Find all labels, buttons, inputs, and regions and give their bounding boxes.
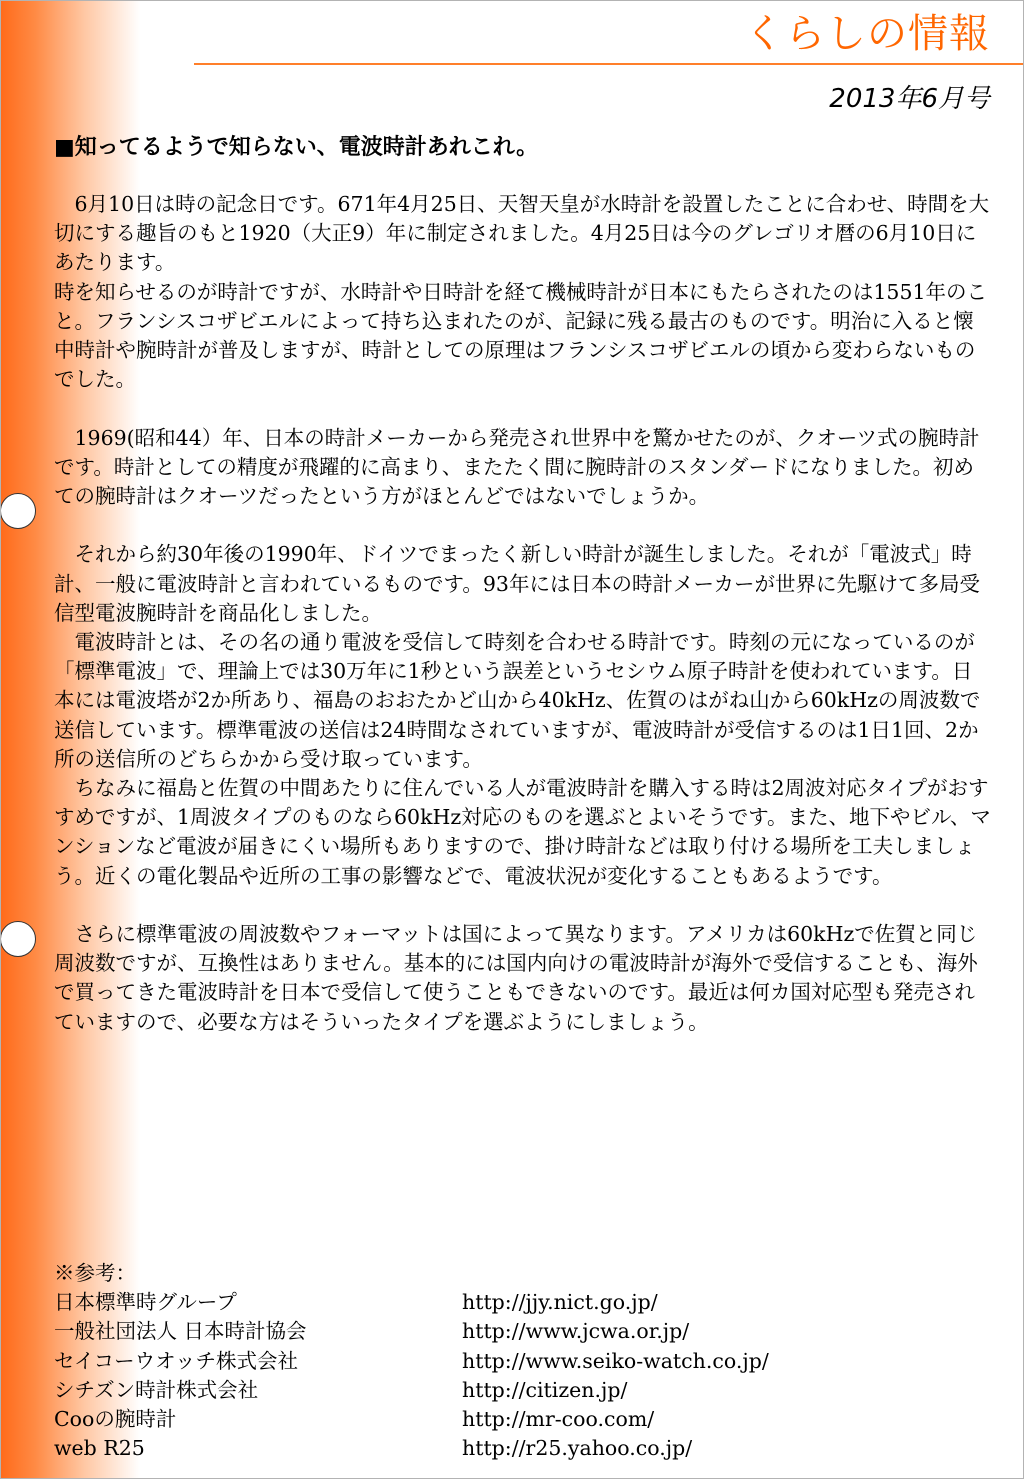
reference-item — [54, 1317, 992, 1346]
paragraph: それから約30年後の1990年、ドイツでまったく新しい時計が誕生しました。それが「電波式」時計、一般に電波時計と言われているものです。93年には日本の時計メーカーが世界に先駆けて多局受信型電波腕時計を商品化しました。 — [54, 542, 981, 625]
references-heading: ※参考： — [54, 1261, 136, 1285]
reference-item — [54, 1434, 992, 1463]
punch-hole-top — [0, 493, 36, 529]
paragraph: ちなみに福島と佐賀の中間あたりに住んでいる人が電波時計を購入する時は2周波対応タイプがおすすめですが、1周波タイプのものなら60kHz対応のものを選ぶとよいそうです。また、地下やビル、マンションなど電波が届きにくい場所もありますので、掛け時計などは取り付ける場所を工夫しましょう。近くの電化製品や近所の工事の影響などで、電波状況が変化することもあるようです。 — [54, 776, 991, 888]
reference-name: シチズン時計株式会社 — [54, 1377, 259, 1402]
reference-item — [54, 1288, 992, 1317]
article-body — [54, 190, 992, 1037]
paragraph: 時を知らせるのが時計ですが、水時計や日時計を経て機械時計が日本にもたらされたのは1551年のこと。フランシスコザビエルによって持ち込まれたのが、記録に残る最古のものです。明治に入ると懐中時計や腕時計が普及しますが、時計としての原理はフランシスコザビエルの頃から変わらないものでした。 — [54, 279, 988, 392]
paragraph: 6月10日は時の記念日です。671年4月25日、天智天皇が水時計を設置したことに合わせ、時間を大切にする趣旨のもと1920（大正9）年に制定されました。4月25日は今のグレゴリオ暦の6月10日にあたります。 — [54, 192, 990, 275]
paragraph: 電波時計とは、その名の通り電波を受信して時刻を合わせる時計です。時刻の元になっているのが「標準電波」で、理論上では30万年に1秒という誤差というセシウム原子時計を使われています。日本には電波塔が2か所あり、福島のおおたかど山から40kHz、佐賀のはがね山から60kHzの周波数で送信しています。標準電波の送信は24時間なされていますが、電波時計が受信するのは1日1回、2か所の送信所のどちらかから受け取っています。 — [54, 630, 981, 771]
paragraph-spacer — [54, 511, 992, 540]
reference-url[interactable]: http://mr-coo.com/ — [462, 1407, 655, 1432]
reference-name: 一般社団法人 日本時計協会 — [54, 1319, 307, 1344]
reference-name: 日本標準時グループ — [54, 1290, 237, 1315]
reference-name: web R25 — [54, 1436, 145, 1461]
header-divider — [194, 63, 1024, 65]
punch-hole-bottom — [0, 921, 36, 957]
reference-item — [54, 1376, 992, 1405]
reference-url[interactable]: http://www.seiko-watch.co.jp/ — [462, 1348, 769, 1373]
reference-item — [54, 1405, 992, 1434]
reference-name: Cooの腕時計 — [54, 1407, 177, 1432]
article-title: ■知ってるようで知らない、電波時計あれこれ。 — [54, 135, 539, 160]
references — [54, 1259, 992, 1463]
paragraph-spacer — [54, 394, 992, 423]
paragraph: 1969(昭和44）年、日本の時計メーカーから発売され世界中を驚かせたのが、クオーツ式の腕時計です。時計としての精度が飛躍的に高まり、またたく間に腕時計のスタンダードになりました。初めての腕時計はクオーツだったという方がほとんどではないでしょうか。 — [54, 425, 980, 509]
reference-url[interactable]: http://www.jcwa.or.jp/ — [462, 1319, 690, 1344]
paragraph-spacer — [54, 891, 992, 920]
reference-url[interactable]: http://citizen.jp/ — [462, 1377, 628, 1402]
reference-item — [54, 1347, 992, 1376]
reference-url[interactable]: http://r25.yahoo.co.jp/ — [462, 1436, 693, 1461]
section-title: くらしの情報 — [744, 11, 990, 57]
issue-date: 2013年6月号 — [829, 84, 990, 114]
reference-url[interactable]: http://jjy.nict.go.jp/ — [462, 1290, 658, 1315]
reference-name: セイコーウオッチ株式会社 — [54, 1348, 298, 1373]
paragraph: さらに標準電波の周波数やフォーマットは国によって異なります。アメリカは60kHzで佐賀と同じ周波数ですが、互換性はありません。基本的には国内向けの電波時計が海外で受信することも、海外で買ってきた電波時計を日本で受信して使うこともできないのです。最近は何カ国対応型も発売されていますので、必要な方はそういったタイプを選ぶようにしましょう。 — [54, 922, 978, 1034]
